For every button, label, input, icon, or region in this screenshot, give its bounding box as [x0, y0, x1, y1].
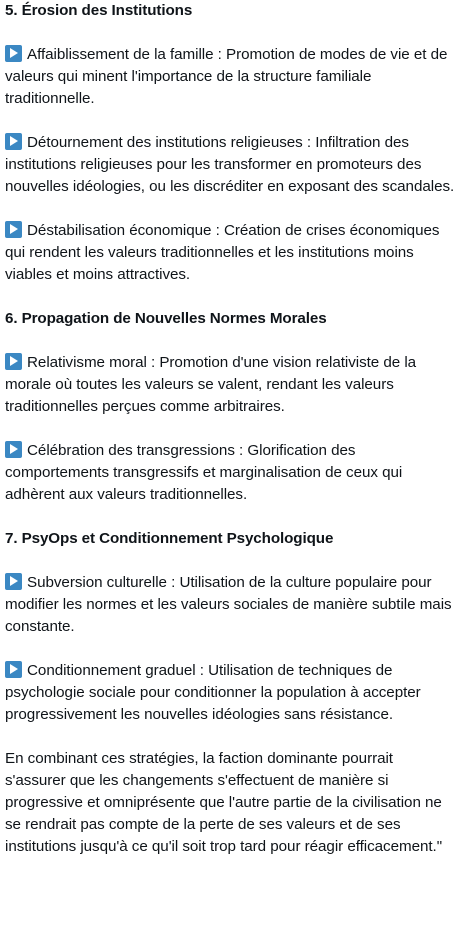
bullet-paragraph [5, 660, 456, 726]
section-heading: 6. Propagation de Nouvelles Normes Morales [5, 310, 327, 327]
bullet-text: Conditionnement graduel : Utilisation de techniques de psychologie sociale pour conditionner la population à accepter progressivement les nouvelles idéologies sans résistance. [5, 662, 421, 723]
section-heading: 7. PsyOps et Conditionnement Psychologique [5, 530, 334, 547]
bullet-paragraph [5, 44, 456, 110]
play-button-icon [5, 353, 22, 370]
bullet-paragraph [5, 132, 456, 198]
play-button-icon [5, 133, 22, 150]
bullet-paragraph [5, 352, 456, 418]
conclusion-paragraph: En combinant ces stratégies, la faction dominante pourrait s'assurer que les changements s'effectuent de manière si progressive et omniprésente que l'autre partie de la civilisation ne se rendrait pas compte de la perte de ses valeurs et de ses institutions jusqu'à ce qu'il soit trop tard pour réagir efficacement." [5, 750, 443, 855]
bullet-text: Affaiblissement de la famille : Promotion de modes de vie et de valeurs qui minent l'importance de la structure familiale traditionnelle. [5, 46, 448, 107]
play-button-icon [5, 221, 22, 238]
play-button-icon [5, 573, 22, 590]
bullet-paragraph [5, 220, 456, 286]
play-button-icon [5, 45, 22, 62]
bullet-paragraph [5, 440, 456, 506]
bullet-text: Célébration des transgressions : Glorification des comportements transgressifs et marginalisation de ceux qui adhèrent aux valeurs traditionnelles. [5, 442, 403, 503]
bullet-text: Détournement des institutions religieuses : Infiltration des institutions religieuses pour les transformer en promoteurs des nouvelles idéologies, ou les discréditer en exposant des scandales. [5, 134, 455, 195]
bullet-text: Subversion culturelle : Utilisation de la culture populaire pour modifier les normes et les valeurs sociales de manière subtile mais constante. [5, 574, 452, 635]
play-button-icon [5, 441, 22, 458]
section-heading: 5. Érosion des Institutions [5, 2, 193, 19]
bullet-paragraph [5, 572, 456, 638]
bullet-text: Déstabilisation économique : Création de crises économiques qui rendent les valeurs traditionnelles et les institutions moins viables et moins attractives. [5, 222, 440, 283]
bullet-text: Relativisme moral : Promotion d'une vision relativiste de la morale où toutes les valeurs se valent, rendant les valeurs traditionnelles perçues comme arbitraires. [5, 354, 417, 415]
play-button-icon [5, 661, 22, 678]
